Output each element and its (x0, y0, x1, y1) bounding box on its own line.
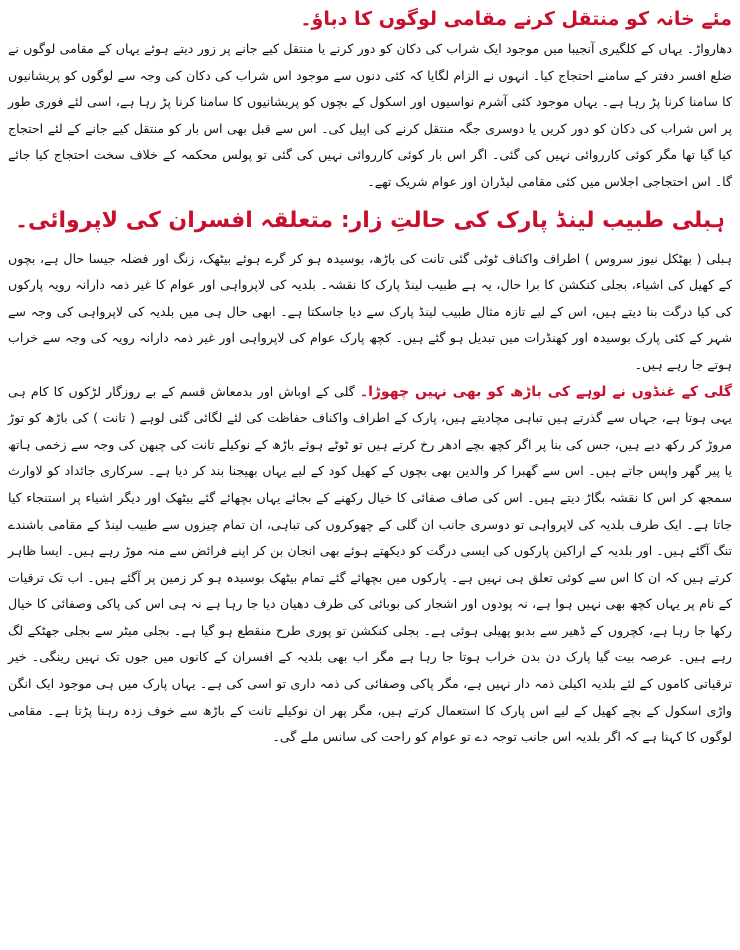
article1-headline: مئے خانہ کو منتقل کرنے مقامی لوگوں کا دباؤ۔ (300, 8, 732, 30)
article1-body: دھارواڑ۔ یہاں کے کلگیری آنجیبا میں موجود ایک شراب کی دکان کو دور کرنے یا منتقل کیے جانے پر زور دیتے ہوئے یہاں کے مقامی لوگوں نے ضلع افسر دفتر کے سامنے احتجاج کیا۔ انہوں نے الزام لگایا کہ کئی دنوں سے موجود اس شراب کی دکان کی وجہ سے لوگوں کو پریشانیوں کا سامنا کرنا پڑ رہا ہے۔ یہاں موجود کئی آشرم نواسیوں اور اسکول کے بچوں کو پریشانیوں کا سامنا کرنا پڑ رہا ہے، اسی لئے فوری طور پر اس شراب کی دکان کو دور کریں یا دوسری جگہ منتقل کرنے کی اپیل کی۔ اس سے قبل بھی اس بار کو منتقل کیے جانے کے لئے احتجاج کیا گیا تھا مگر کوئی کارروائی نہیں کی گئی۔ اگر اس بار کوئی کارروائی نہیں کی گئی تو پولس محکمہ کے خلاف سخت احتجاج کیا جائے گا۔ اس احتجاجی اجلاس میں کئی مقامی لیڈران اور عوام شریک تھے۔ (8, 41, 732, 189)
article2-lead-subheading: گلی کے غنڈوں نے لوہے کی باڑھ کو بھی نہیں چھوڑا۔ (359, 383, 732, 400)
article2-headline: ہبلی طبیب لینڈ پارک کی حالتِ زار: متعلقہ افسران کی لاپروائی۔ (15, 207, 725, 233)
article2-body-intro: ہبلی ( بھٹکل نیوز سروس ) اطراف واکناف ٹوٹی گئی تانت کی باڑھ، بوسیدہ ہو کر گرے ہوئے بیٹھک، زنگ اور فضلہ جیسا حال ہے، بچوں کے کھیل کی اشیاء، بجلی کنکشن کا برا حال، یہ ہے طبیب لینڈ پارک کا نقشہ۔ بلدیہ کی لاپرواہی اور عوام کا غیر ذمہ دارانہ رویہ پارکوں کی کیا درگت بنا دیتے ہیں، اس کے لیے تازہ مثال طبیب لینڈ پارک سے دیا جاسکتا ہے۔ ابھی حال ہی میں بلدیہ کی لاپرواہی کی وجہ سے شہر کے کئی پارک بوسیدہ اور کھنڈرات میں تبدیل ہو گئے ہیں۔ کچھ پارک عوام کی لاپرواہی اور غیر ذمہ دارانہ رویہ کی وجہ سے خراب ہوتے جا رہے ہیں۔ (8, 250, 732, 372)
article2-body-main (8, 379, 732, 751)
article2-body-text: گلی کے اوباش اور بدمعاش قسم کے بے روزگار لڑکوں کا کام ہی یہی ہوتا ہے، جہاں سے گذرتے ہیں تباہی مچادیتے ہیں، پارک کے اطراف واکناف حفاظت کی لئے لگائی گئی لوہے ( تانت ) کی باڑھ کو توڑ مروڑ کر رکھ دیے ہیں، جس کی بنا پر اگر کچھ بچے ادھر رخ کرتے ہیں تو ٹوٹے ہوئے باڑھ کے نوکیلے تانت کی چبھن کی وجہ سے زخمی ہاتھ یا پیر گھر واپس جاتے ہیں۔ اس سے گھبرا کر والدین بھی بچوں کے کھیل کود کے لیے یہاں بھیجنا بند کر دیا ہے۔ سرکاری جائداد کو لاوارث سمجھ کر اس کا نقشہ بگاڑ دیتے ہیں۔ اس کی صاف صفائی کا خیال رکھنے کے بجائے یہاں بچھائے گئے بیٹھک اور دیگر اشیاء پر استنجاء کیا جاتا ہے۔ ایک طرف بلدیہ کی لاپرواہی تو دوسری جانب ان گلی کے چھوکروں کی تباہی، ان تمام چیزوں سے طبیب لینڈ کے مقامی باشندے تنگ آگئے ہیں۔ اور بلدیہ کے اراکین پارکوں کی ایسی درگت کو دیکھتے ہوئے بھی انجان بن کر اپنے فرائض سے منہ موڑ رہے ہیں۔ ایسا ظاہر کرتے ہیں کہ ان کا اس سے کوئی تعلق ہی نہیں ہے۔ پارکوں میں بچھائے گئے تمام بیٹھک بوسیدہ ہو کر زمین پر آگئے ہیں۔ اب تک ترقیات کے نام پر یہاں کچھ بھی نہیں ہوا ہے، نہ پودوں اور اشجار کی بوبائی کی طرف دھیان دیا جا رہا ہے نہ ہی اس کی پاکی وصفائی کا خیال رکھا جا رہا ہے، کچروں کے ڈھیر سے بدبو پھیلی ہوئی ہے۔ بجلی کنکشن تو پوری طرح منقطع ہو گیا ہے۔ بجلی میٹر سے بجلی جھٹکے لگ رہے ہیں۔ عرصہ بیت گیا پارک دن بدن خراب ہوتا جا رہا ہے مگر اب بھی بلدیہ کے افسران کے کانوں میں جوں تک نہیں رینگی۔ خیر ترقیاتی کاموں کے لئے بلدیہ اکیلی ذمہ دار نہیں ہے، مگر پاکی وصفائی کی ذمہ داری تو اسی کی ہے۔ یہاں پارک میں ہی موجود ایک انگن واڑی اسکول کے بچے کھیل کے لیے اس پارک کا استعمال کرتے ہیں، مگر پھر ان نوکیلے تانت کے باڑھ سے خوف زدہ رہنا پڑتا ہے۔ مقامی لوگوں کا کہنا ہے کہ اگر بلدیہ اس جانب توجہ دے تو عوام کو راحت کی سانس ملے گی۔ (8, 383, 732, 745)
